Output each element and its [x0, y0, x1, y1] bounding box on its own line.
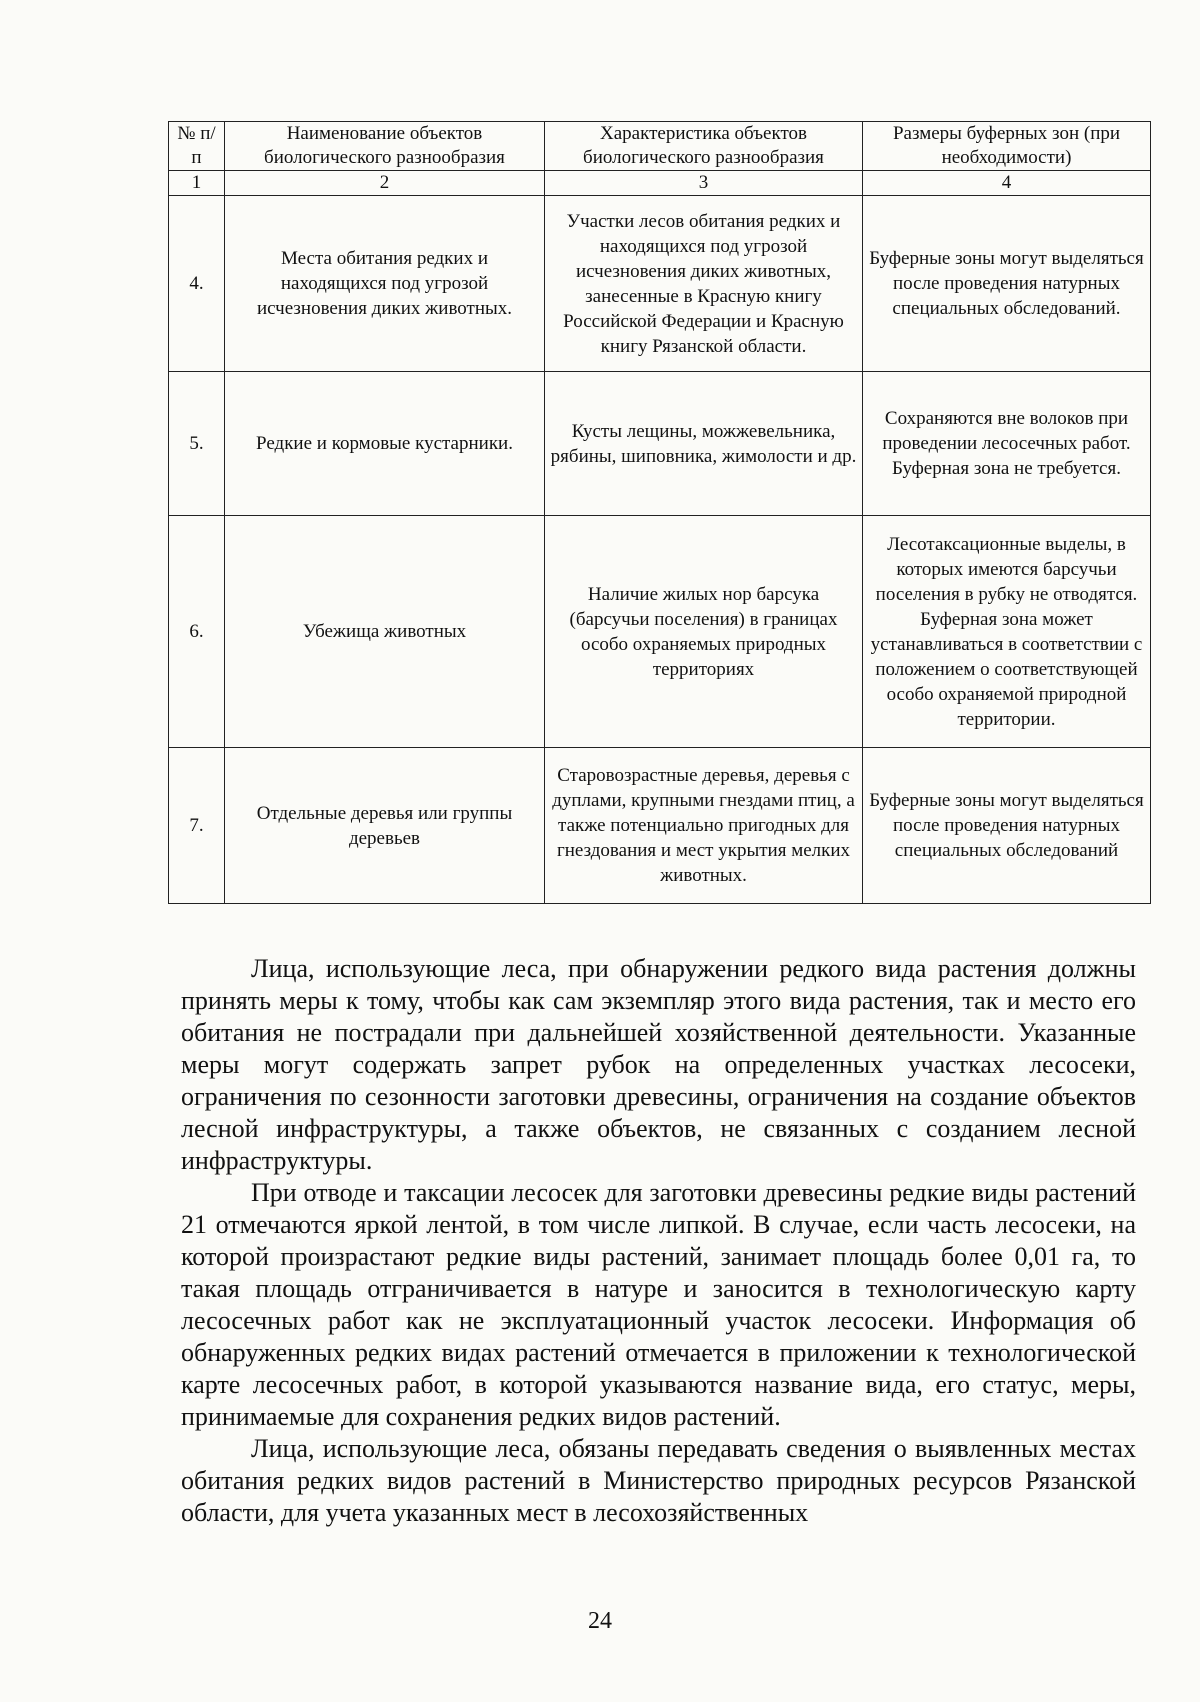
header-object-name: Наименование объектов биологического разнообразия — [225, 122, 545, 171]
column-number-row — [169, 171, 1151, 196]
column-number: 3 — [545, 171, 863, 196]
paragraph: Лица, использующие леса, обязаны передавать сведения о выявленных местах обитания редких видов растений в Министерство природных ресурсов Рязанской области, для учета указанных мест в лесохозяйственных — [181, 1434, 1136, 1527]
row-object-description: Участки лесов обитания редких и находящихся под угрозой исчезновения диких животных, занесенные в Красную книгу Российской Федерации и Красную книгу Рязанской области. — [545, 196, 863, 372]
body-text — [181, 953, 1136, 1529]
header-object-description: Характеристика объектов биологического разнообразия — [545, 122, 863, 171]
row-object-description: Старовозрастные деревья, деревья с дуплами, крупными гнездами птиц, а также потенциально пригодных для гнездования и мест укрытия мелких животных. — [545, 748, 863, 904]
table-row — [169, 372, 1151, 516]
row-object-name: Места обитания редких и находящихся под угрозой исчезновения диких животных. — [225, 196, 545, 372]
row-number: 5. — [169, 372, 225, 516]
row-object-name: Отдельные деревья или группы деревьев — [225, 748, 545, 904]
row-buffer-zone: Буферные зоны могут выделяться после проведения натурных специальных обследований. — [863, 196, 1151, 372]
row-object-description: Наличие жилых нор барсука (барсучьи поселения) в границах особо охраняемых природных территориях — [545, 516, 863, 748]
table-header-row — [169, 122, 1151, 171]
header-number: № п/п — [169, 122, 225, 171]
row-buffer-zone: Лесотаксационные выделы, в которых имеются барсучьи поселения в рубку не отводятся. Буферная зона может устанавливаться в соответствии с положением о соответствующей особо охраняемой природной территории. — [863, 516, 1151, 748]
column-number: 4 — [863, 171, 1151, 196]
column-number: 2 — [225, 171, 545, 196]
paragraph: Лица, использующие леса, при обнаружении редкого вида растения должны принять меры к тому, чтобы как сам экземпляр этого вида растения, так и место его обитания не пострадали при дальнейшей хозяйственной деятельности. Указанные меры могут содержать запрет рубок на определенных участках лесосеки, ограничения по сезонности заготовки древесины, ограничения на создание объектов лесной инфраструктуры, а также объектов, не связанных с созданием лесной инфраструктуры. — [181, 954, 1136, 1175]
row-object-name: Убежища животных — [225, 516, 545, 748]
table-row — [169, 196, 1151, 372]
table-row — [169, 516, 1151, 748]
row-buffer-zone: Буферные зоны могут выделяться после проведения натурных специальных обследований — [863, 748, 1151, 904]
row-number: 6. — [169, 516, 225, 748]
paragraph: При отводе и таксации лесосек для заготовки древесины редкие виды растений 21 отмечаются яркой лентой, в том числе липкой. В случае, если часть лесосеки, на которой произрастают редкие виды растений, занимает площадь более 0,01 га, то такая площадь отграничивается в натуре и заносится в технологическую карту лесосечных работ как не эксплуатационный участок лесосеки. Информация об обнаруженных редких видах растений отмечается в приложении к технологической карте лесосечных работ, в которой указываются название вида, его статус, меры, принимаемые для сохранения редких видов растений. — [181, 1178, 1136, 1431]
row-number: 4. — [169, 196, 225, 372]
biodiversity-table — [168, 121, 1151, 904]
row-object-name: Редкие и кормовые кустарники. — [225, 372, 545, 516]
header-buffer-zone: Размеры буферных зон (при необходимости) — [863, 122, 1151, 171]
row-object-description: Кусты лещины, можжевельника, рябины, шиповника, жимолости и др. — [545, 372, 863, 516]
table-row — [169, 748, 1151, 904]
column-number: 1 — [169, 171, 225, 196]
row-number: 7. — [169, 748, 225, 904]
row-buffer-zone: Сохраняются вне волоков при проведении лесосечных работ. Буферная зона не требуется. — [863, 372, 1151, 516]
page-number: 24 — [588, 1608, 612, 1634]
